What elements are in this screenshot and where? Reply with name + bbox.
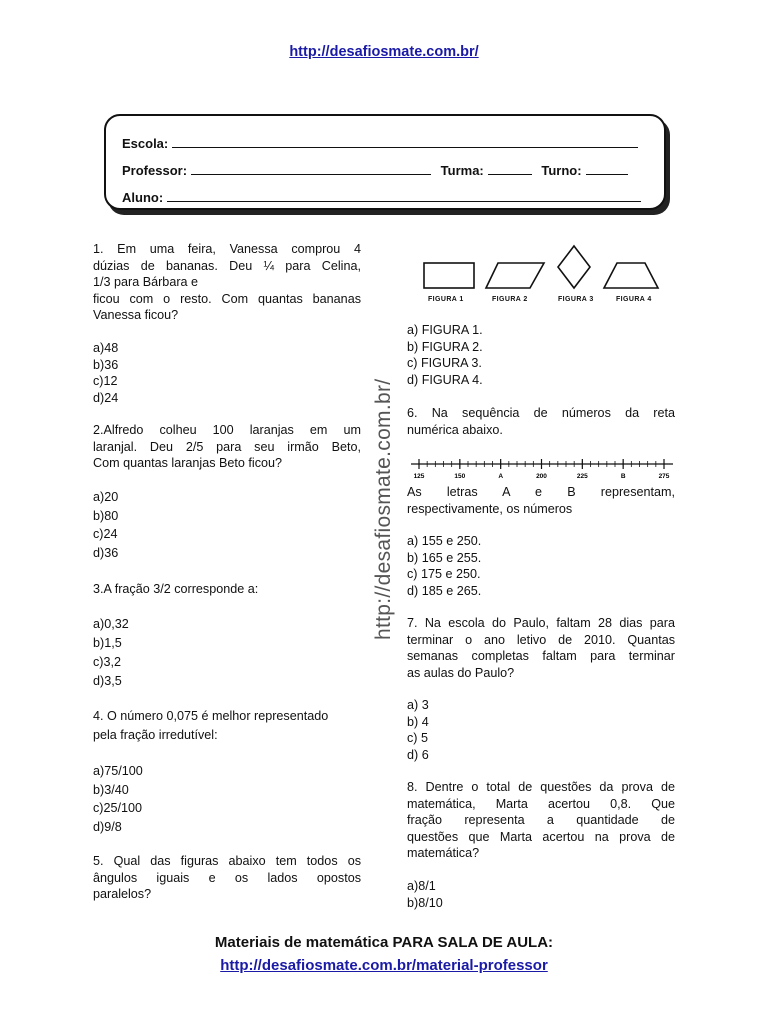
figure-1-caption: FIGURA 1 xyxy=(428,296,464,303)
question-1 xyxy=(93,241,361,324)
number-line-label: A xyxy=(498,473,504,480)
question-text: respectivamente, os números xyxy=(407,501,573,516)
turno-label: Turno: xyxy=(541,163,582,178)
option[interactable]: a)20 xyxy=(93,490,119,504)
question-6-options xyxy=(407,533,675,599)
question-text: laranjal. Deu 2/5 para seu irmão Beto, xyxy=(93,439,361,454)
question-3 xyxy=(93,581,361,598)
question-6 xyxy=(407,405,675,438)
aluno-field[interactable] xyxy=(167,190,641,202)
question-text: terminar o ano letivo de 2010. Quantas xyxy=(407,632,675,647)
question-text: matemática? xyxy=(407,846,480,860)
option[interactable]: b)36 xyxy=(93,357,119,372)
number-line-label: 125 xyxy=(413,473,425,480)
option[interactable]: a) FIGURA 1. xyxy=(407,323,483,337)
question-3-options xyxy=(93,616,361,692)
option[interactable]: d)24 xyxy=(93,390,119,405)
figure-2-parallelogram xyxy=(486,263,544,288)
question-text: 3.A fração 3/2 corresponde a: xyxy=(93,582,259,596)
option[interactable]: b)80 xyxy=(93,508,119,523)
question-text: 2.Alfredo colheu 100 laranjas em um xyxy=(93,423,361,437)
turma-label: Turma: xyxy=(440,163,484,178)
option[interactable]: d) FIGURA 4. xyxy=(407,372,483,387)
question-text: 5. Qual das figuras abaixo tem todos os xyxy=(93,854,361,868)
aluno-row xyxy=(122,190,641,205)
professor-label: Professor: xyxy=(122,163,188,178)
question-text: fração representa a quantidade de xyxy=(407,813,675,827)
option[interactable]: b)8/10 xyxy=(407,895,443,910)
number-line-label: 200 xyxy=(536,473,547,480)
question-text: 7. Na escola do Paulo, faltam 28 dias para xyxy=(407,616,675,630)
question-text: paralelos? xyxy=(93,887,152,901)
option[interactable]: a)0,32 xyxy=(93,617,129,631)
number-line-drawing xyxy=(407,456,675,482)
number-line-label: 150 xyxy=(454,473,466,480)
option[interactable]: d)36 xyxy=(93,545,119,560)
question-2 xyxy=(93,422,361,472)
option[interactable]: d)3,5 xyxy=(93,674,122,688)
option[interactable]: d) 185 e 265. xyxy=(407,583,482,598)
aluno-label: Aluno: xyxy=(122,190,164,205)
question-text: 8. Dentre o total de questões da prova de xyxy=(407,780,675,794)
question-text: As letras A e B representam, xyxy=(407,485,675,499)
option[interactable]: c)12 xyxy=(93,374,118,388)
question-text: semanas completas faltam para terminar xyxy=(407,649,675,663)
option[interactable]: b) 4 xyxy=(407,714,429,729)
question-text: matemática, Marta acertou 0,8. Que xyxy=(407,796,675,811)
question-text: pela fração irredutível: xyxy=(93,728,218,742)
question-6-statement xyxy=(407,484,675,517)
question-2-options xyxy=(93,489,361,563)
figure-1-rectangle xyxy=(424,263,474,288)
question-text: 1/3 para Bárbara e xyxy=(93,275,199,289)
question-7 xyxy=(407,615,675,681)
escola-field[interactable] xyxy=(172,136,638,148)
question-text: 1. Em uma feira, Vanessa comprou 4 xyxy=(93,242,361,256)
site-link-top[interactable]: http://desafiosmate.com.br/ xyxy=(289,44,479,60)
question-1-options xyxy=(93,340,361,406)
question-text: Vanessa ficou? xyxy=(93,308,179,322)
option[interactable]: c) 175 e 250. xyxy=(407,567,481,581)
question-4-options xyxy=(93,763,361,837)
escola-label: Escola: xyxy=(122,136,169,151)
option[interactable]: c) FIGURA 3. xyxy=(407,356,482,370)
option[interactable]: d) 6 xyxy=(407,747,429,762)
footer-title: Materiais de matemática PARA SALA DE AULA: xyxy=(214,934,554,951)
question-text: 6. Na sequência de números da reta xyxy=(407,406,675,420)
turma-field[interactable] xyxy=(488,163,532,175)
option[interactable]: a) 155 e 250. xyxy=(407,534,482,548)
option[interactable]: a)75/100 xyxy=(93,764,143,778)
question-5 xyxy=(93,853,361,903)
number-line-label: 225 xyxy=(576,473,588,480)
question-text: ângulos iguais e os lados opostos xyxy=(93,870,361,885)
question-7-options xyxy=(407,697,675,763)
student-info-box xyxy=(104,114,666,210)
watermark-url: http://desafiosmate.com.br/ xyxy=(372,378,395,640)
professor-field[interactable] xyxy=(191,163,431,175)
option[interactable]: b)3/40 xyxy=(93,782,129,797)
question-text: numérica abaixo. xyxy=(407,422,503,437)
figure-2-caption: FIGURA 2 xyxy=(492,296,528,303)
number-line-label: 275 xyxy=(658,473,670,480)
figure-3-caption: FIGURA 3 xyxy=(558,296,594,303)
question-text: Com quantas laranjas Beto ficou? xyxy=(93,456,283,470)
question-5-options xyxy=(407,322,675,388)
question-text: 4. O número 0,075 é melhor representado xyxy=(93,709,329,723)
option[interactable]: b) 165 e 255. xyxy=(407,550,482,565)
question-text: dúzias de bananas. Deu ¼ para Celina, xyxy=(93,258,361,273)
figures-panel xyxy=(418,244,678,308)
option[interactable]: a)8/1 xyxy=(407,879,436,893)
question-8 xyxy=(407,779,675,862)
number-line-label: B xyxy=(620,473,626,480)
question-text: questões que Marta acertou na prova de xyxy=(407,829,675,844)
figure-4-caption: FIGURA 4 xyxy=(616,296,652,303)
option[interactable]: a)48 xyxy=(93,341,119,355)
figures-drawing xyxy=(418,244,678,294)
question-text: as aulas do Paulo? xyxy=(407,665,515,680)
option[interactable]: a) 3 xyxy=(407,698,429,712)
number-line xyxy=(407,456,675,482)
option[interactable]: d)9/8 xyxy=(93,819,122,834)
professor-row xyxy=(122,163,628,178)
option[interactable]: b)1,5 xyxy=(93,636,122,650)
question-text: ficou com o resto. Com quantas bananas xyxy=(93,291,361,306)
figure-4-trapezoid xyxy=(604,263,658,288)
figure-3-rhombus xyxy=(558,246,590,288)
question-8-options xyxy=(407,878,675,911)
option[interactable]: b) FIGURA 2. xyxy=(407,339,483,354)
turno-field[interactable] xyxy=(586,163,628,175)
escola-row xyxy=(122,136,638,151)
number-line-labels xyxy=(414,473,670,480)
question-4 xyxy=(93,708,361,746)
option[interactable]: c)3,2 xyxy=(93,655,121,669)
option[interactable]: c) 5 xyxy=(407,731,428,745)
option[interactable]: c)25/100 xyxy=(93,801,143,815)
option[interactable]: c)24 xyxy=(93,527,118,541)
footer-link[interactable]: http://desafiosmate.com.br/material-professor xyxy=(220,957,548,974)
